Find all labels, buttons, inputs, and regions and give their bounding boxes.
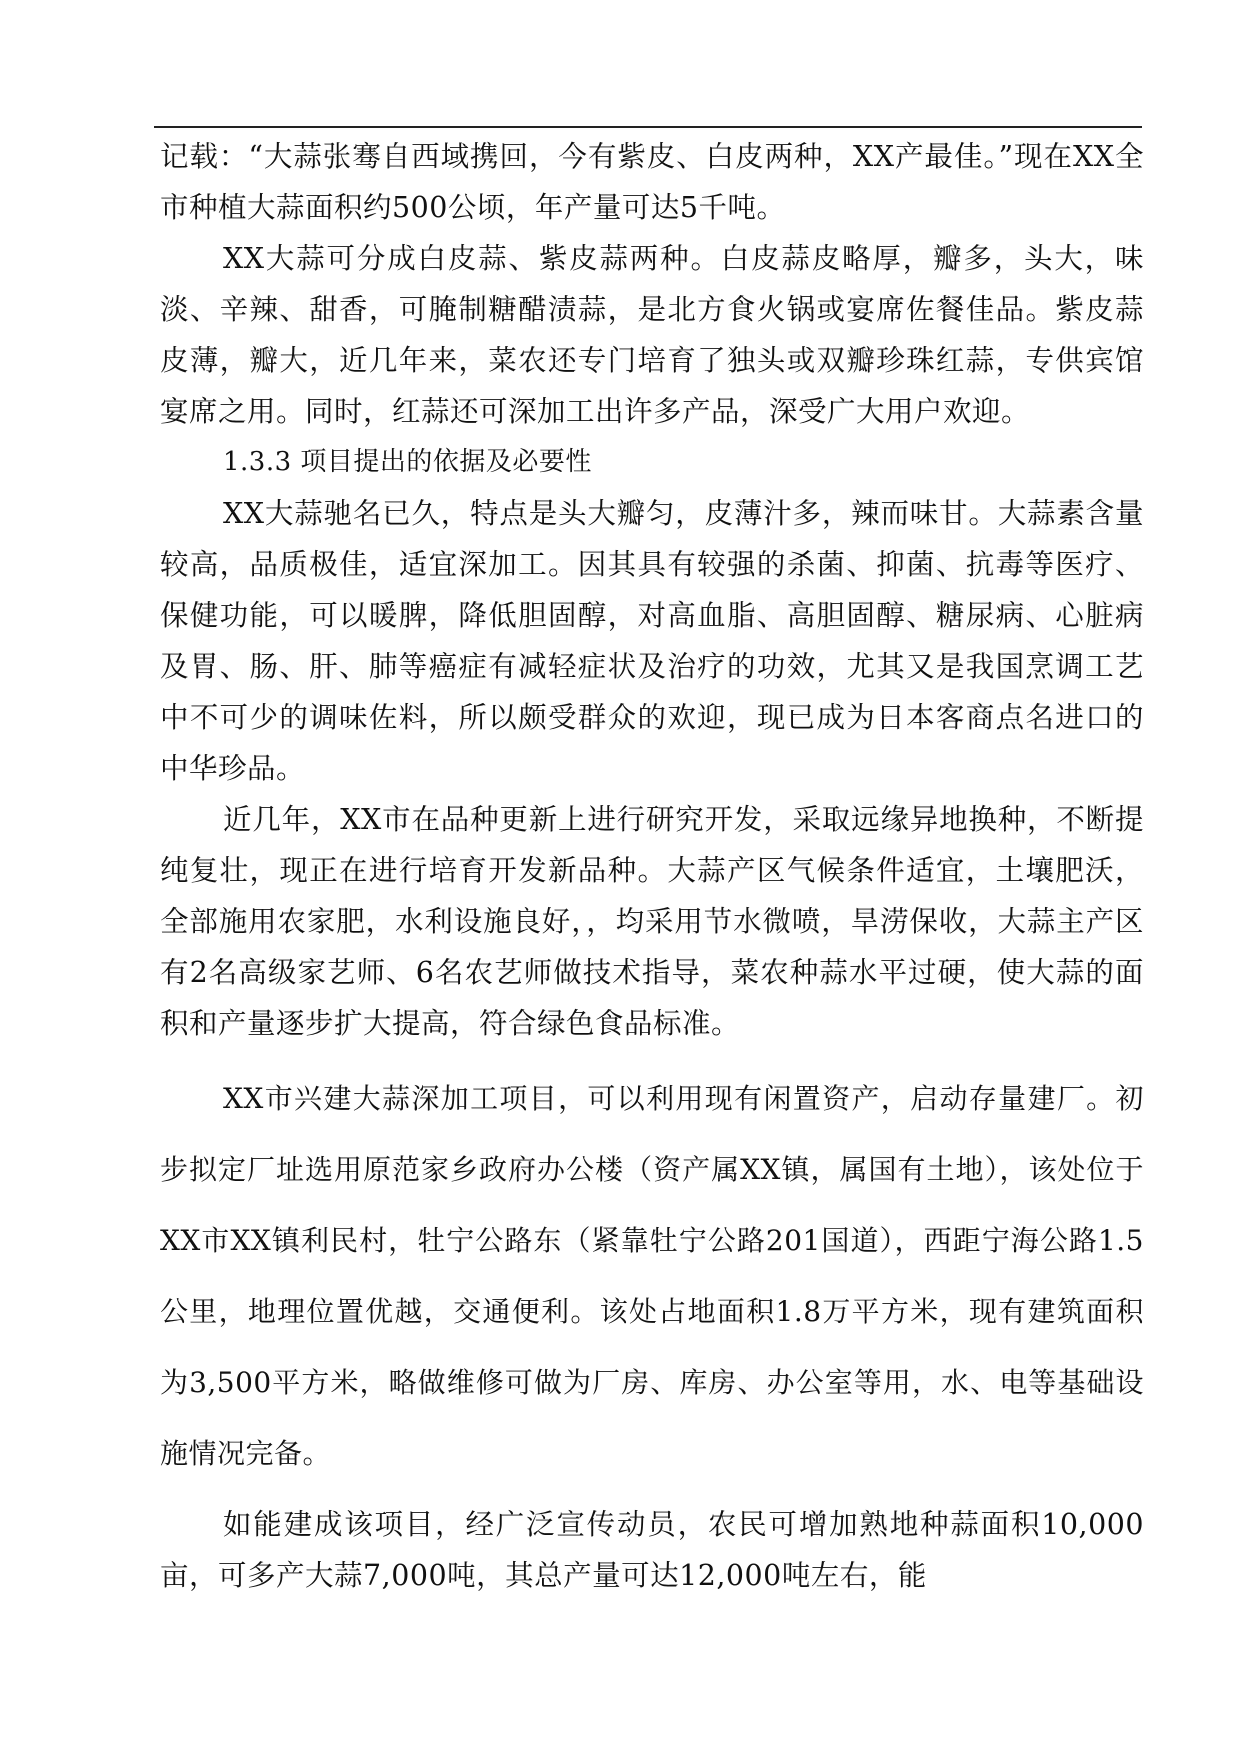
document-body [160,131,1144,1601]
paragraph-garlic-varieties: XX大蒜可分成白皮蒜、紫皮蒜两种。白皮蒜皮略厚，瓣多，头大，味淡、辛辣、甜香，可腌制糖醋渍蒜，是北方食火锅或宴席佐餐佳品。紫皮蒜皮薄，瓣大，近几年来，菜农还专门培育了独头或双瓣珍珠红蒜，专供宾馆宴席之用。同时，红蒜还可深加工出许多产品，深受广大用户欢迎。 [160,242,1144,428]
paragraph-variety-development: 近几年，XX市在品种更新上进行研究开发，采取远缘异地换种，不断提纯复壮，现正在进行培育开发新品种。大蒜产区气候条件适宜，土壤肥沃，全部施用农家肥，水利设施良好，，均采用节水微喷，旱涝保收，大蒜主产区有2名高级家艺师、6名农艺师做技术指导，菜农种蒜水平过硬，使大蒜的面积和产量逐步扩大提高，符合绿色食品标准。 [160,803,1144,1040]
paragraph-quote-record: 记载：“大蒜张骞自西域携回，今有紫皮、白皮两种，XX产最佳。”现在XX全市种植大蒜面积约500公顷，年产量可达5千吨。 [160,140,1144,224]
paragraph-project-basis: XX大蒜驰名已久，特点是头大瓣匀，皮薄汁多，辣而味甘。大蒜素含量较高，品质极佳，适宜深加工。因其具有较强的杀菌、抑菌、抗毒等医疗、保健功能，可以暖脾，降低胆固醇，对高血脂、高胆固醇、糖尿病、心脏病及胃、肠、肝、肺等癌症有减轻症状及治疗的功效，尤其又是我国烹调工艺中不可少的调味佐料，所以颇受群众的欢迎，现已成为日本客商点名进口的中华珍品。 [160,497,1144,785]
paragraph-site-selection: XX市兴建大蒜深加工项目，可以利用现有闲置资产，启动存量建厂。初步拟定厂址选用原范家乡政府办公楼（资产属XX镇，属国有土地），该处位于XX市XX镇利民村，牡宁公路东（紧靠牡宁公路201国道），西距宁海公路1.5公里，地理位置优越，交通便利。该处占地面积1.8万平方米，现有建筑面积为3,500平方米，略做维修可做为厂房、库房、办公室等用，水、电等基础设施情况完备。 [160,1082,1144,1470]
section-heading: 1.3.3 项目提出的依据及必要性 [223,447,592,477]
paragraph-production-outlook: 如能建成该项目，经广泛宣传动员，农民可增加熟地种蒜面积10,000亩，可多产大蒜7,000吨，其总产量可达12,000吨左右，能 [160,1508,1144,1592]
header-rule [154,126,1142,128]
